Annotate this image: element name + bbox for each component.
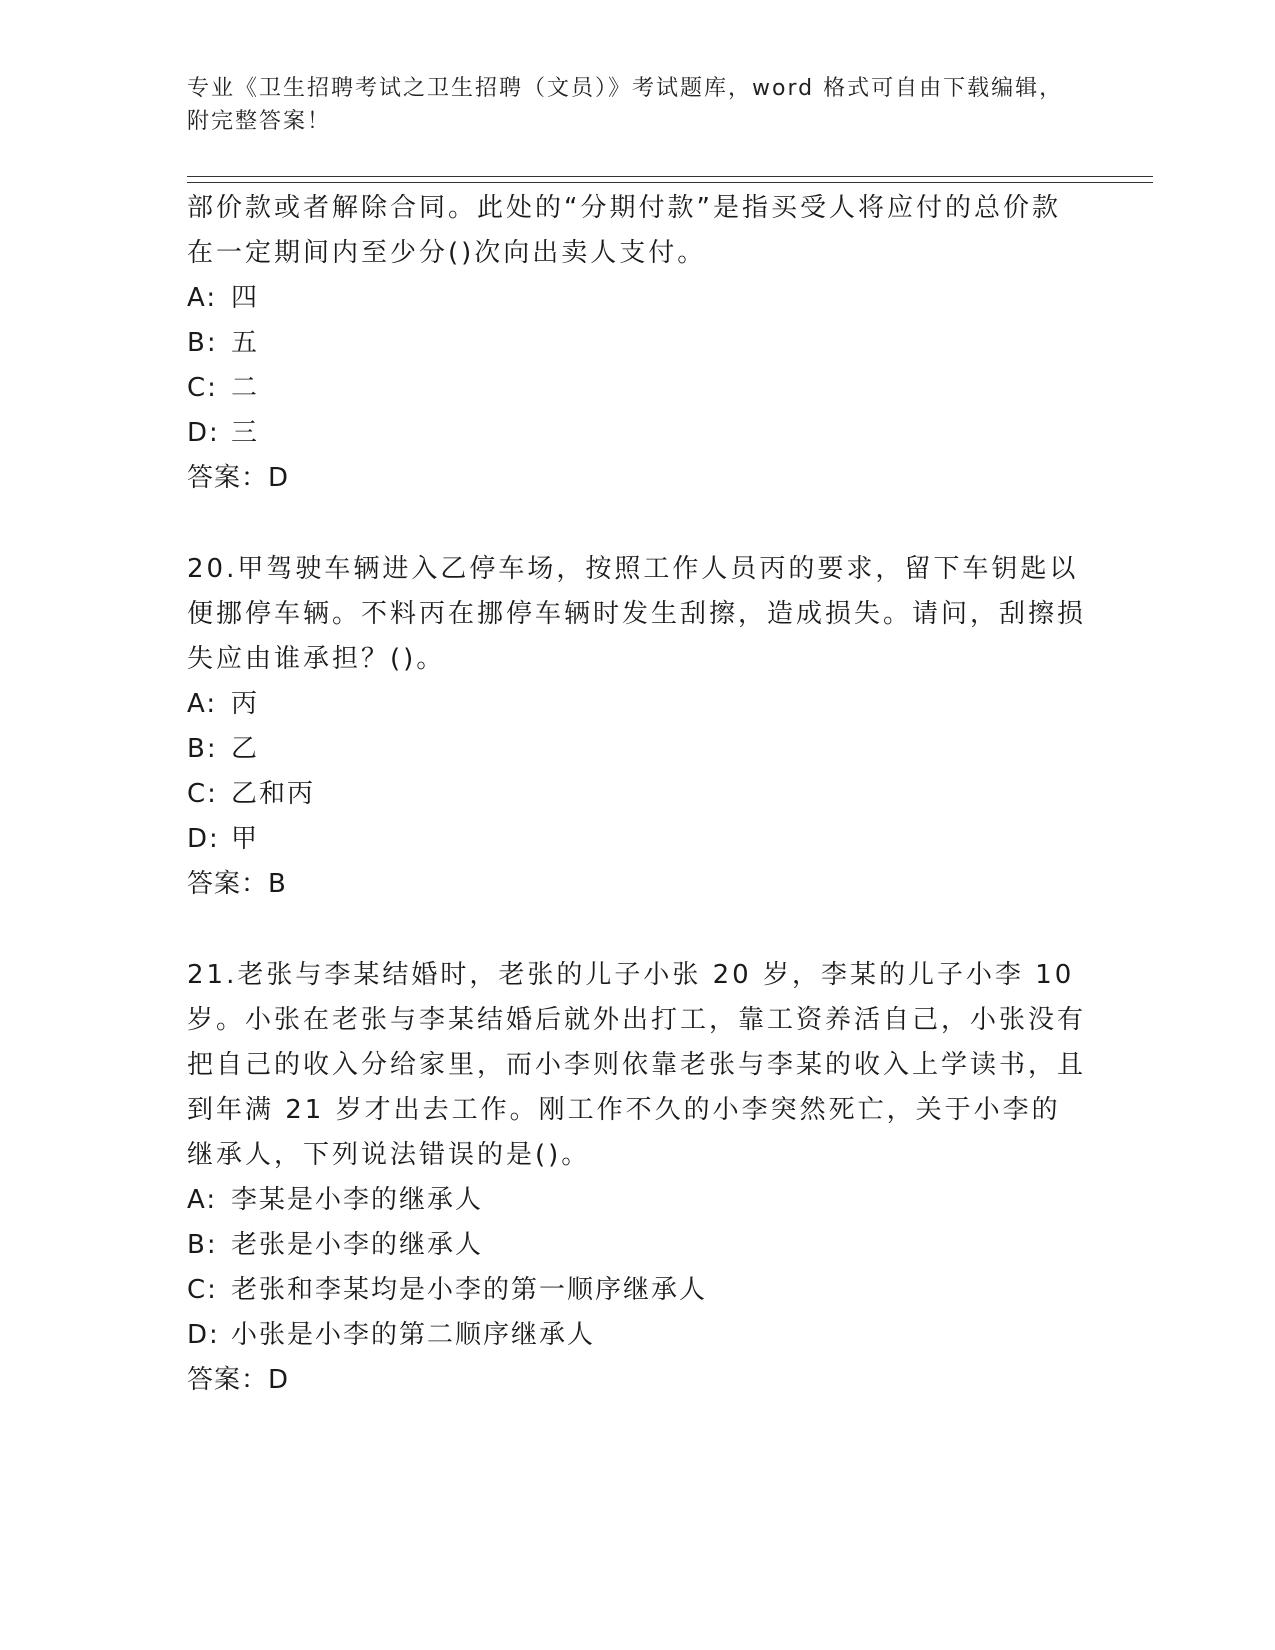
option-key: B: [187,734,218,764]
option-text: 五 [231,328,260,358]
question-item [187,186,1087,501]
option-key: D: [187,418,220,448]
question-stem: 20.甲驾驶车辆进入乙停车场，按照工作人员丙的要求，留下车钥匙以便挪停车辆。不料丙在挪停车辆时发生刮擦，造成损失。请问，刮擦损失应由谁承担？()。 [187,554,1087,674]
option-a [187,276,1087,321]
question-item [187,547,1087,907]
option-text: 老张和李某均是小李的第一顺序继承人 [231,1275,708,1305]
answer-line: 答案：D [187,1365,290,1395]
option-text: 李某是小李的继承人 [231,1185,484,1215]
option-key: A: [187,283,218,313]
question-item [187,953,1087,1403]
option-text: 乙 [231,734,260,764]
option-key: D: [187,1320,220,1350]
option-d [187,1313,1087,1358]
option-key: C: [187,1275,218,1305]
option-b [187,1223,1087,1268]
option-text: 三 [231,418,260,448]
option-a [187,1178,1087,1223]
question-spacer [187,501,1087,547]
option-key: C: [187,779,218,809]
option-c [187,1268,1087,1313]
option-c [187,366,1087,411]
option-text: 小张是小李的第二顺序继承人 [231,1320,596,1350]
answer-line: 答案：D [187,463,290,493]
option-text: 老张是小李的继承人 [231,1230,484,1260]
option-text: 甲 [231,824,260,854]
option-d [187,411,1087,456]
option-key: A: [187,1185,218,1215]
header-rule-top [187,176,1153,177]
option-c [187,772,1087,817]
option-text: 二 [231,373,260,403]
header-title: 专业《卫生招聘考试之卫生招聘（文员）》考试题库，word 格式可自由下载编辑，附完整答案！ [187,76,1064,134]
question-spacer [187,907,1087,953]
option-key: B: [187,328,218,358]
option-d [187,817,1087,862]
option-key: C: [187,373,218,403]
option-key: A: [187,689,218,719]
document-header [187,72,1067,138]
option-key: B: [187,1230,218,1260]
option-text: 丙 [231,689,260,719]
option-text: 乙和丙 [231,779,316,809]
option-a [187,682,1087,727]
question-stem: 部价款或者解除合同。此处的“分期付款”是指买受人将应付的总价款在一定期间内至少分()次向出卖人支付。 [187,193,1061,268]
option-key: D: [187,824,220,854]
option-text: 四 [231,283,260,313]
option-b [187,727,1087,772]
question-stem: 21.老张与李某结婚时，老张的儿子小张 20 岁，李某的儿子小李 10 岁。小张在老张与李某结婚后就外出打工，靠工资养活自己，小张没有把自己的收入分给家里，而小李则依靠老张与李某的收入上学读书，且到年满 21 岁才出去工作。刚工作不久的小李突然死亡，关于小李的继承人，下列说法错误的是()。 [187,960,1087,1170]
question-list [187,186,1087,1403]
option-b [187,321,1087,366]
header-rule-bottom [187,182,1153,183]
answer-line: 答案：B [187,869,287,899]
